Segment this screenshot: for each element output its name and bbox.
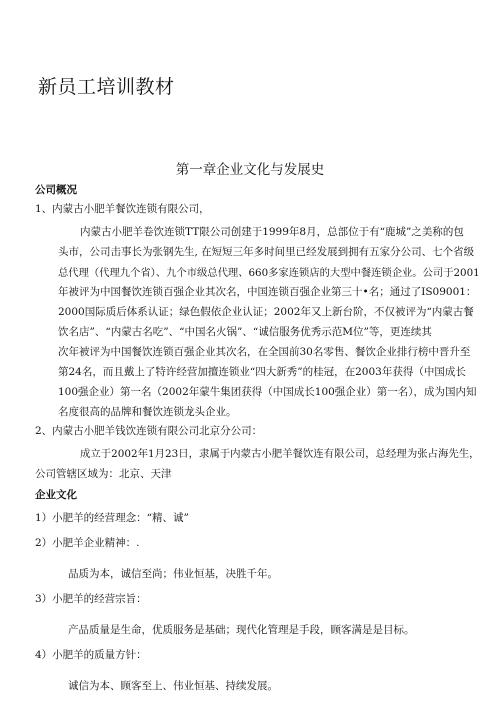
chapter-title: 第一章企业文化与发展史 xyxy=(175,162,325,178)
item-1-line: 总代理（代理九个省）、九个市级总代理、660多家连锁店的大型中餐连锁企业。公司于2001 xyxy=(58,267,480,279)
item-2-title: 2、内蒙古小肥羊钱饮连锁有限公司北京分公司： xyxy=(35,425,263,437)
culture-item-label: 2）小肥羊企业精神：. xyxy=(35,537,140,549)
culture-item-label: 4）小肥羊的质量方针： xyxy=(35,649,147,661)
culture-item-label: 1）小肥羊的经营理念：“精、诚” xyxy=(35,512,189,524)
item-1-line: 第24名，而且戴上了特许经营加擅连锁业“四大新秀”的桂冠，在2003年获得（中国成长 xyxy=(58,366,466,378)
item-1-line: 饮名店”、“内蒙古名吃”、“中国名火锅”、“诚信服务优秀示范M位”等，更连续其 xyxy=(58,326,432,338)
item-1-line: 年被评为中国餐饮连锁百强企业其次名，中国连锁百强企业第三十•名；通过了IS09001： xyxy=(58,286,477,298)
culture-item-detail: 诚信为本、顾客至上、伟业恒基、持续发展。 xyxy=(68,680,278,692)
item-1-line: 头市，公司击事长为张钢先生, 在短短三年多时间里已经发展到拥有五家分公司、七个省级 xyxy=(58,246,475,258)
item-2-line: 成立于2002年1月23日，隶属于内蒙古小肥羊餐饮连有限公司，总经理为张占海先生， xyxy=(80,448,480,460)
culture-item-detail: 品质为本，诚信至尚；伟业恒基，决胜千年。 xyxy=(68,568,278,580)
section-heading-company-overview: 公司概况 xyxy=(35,184,77,196)
document-title: 新员工培训教材 xyxy=(38,76,175,98)
culture-item-detail: 产品质量是生命，优质服务是基础；现代化管理是手段，顾客满是是目标。 xyxy=(68,624,415,636)
item-1-line: 内蒙古小肥羊卷饮连锁TT限公司创建于1999年8月，总部位于有“鹿城”之美称的包 xyxy=(80,226,464,238)
item-1-title: 1、内蒙古小肥羊餐饮连锁有限公司， xyxy=(35,203,210,215)
culture-item-label: 3）小肥羊的经营宗旨： xyxy=(35,593,147,605)
item-2-line: 公司管辖区域为：北京、天津 xyxy=(35,468,172,480)
section-heading-corporate-culture: 企业文化 xyxy=(35,489,77,501)
item-1-line: 2000国际质后体系认证；绿色假依企业认证；2002年又上新台阶，不仅被评为“内蒙古餐 xyxy=(58,306,474,318)
item-1-line: 次年被评为中国餐饮连锁百强企业其次名，在全国前30名零售、餐饮企业排行榜中晋升至 xyxy=(58,346,471,358)
item-1-line: 100强企业）第一名（2002年蒙牛集团获得（中国成长100强企业）第一名），成为国内知 xyxy=(58,386,477,398)
item-1-line: 名度很高的品牌和餐饮连锁龙头企业。 xyxy=(58,406,237,418)
